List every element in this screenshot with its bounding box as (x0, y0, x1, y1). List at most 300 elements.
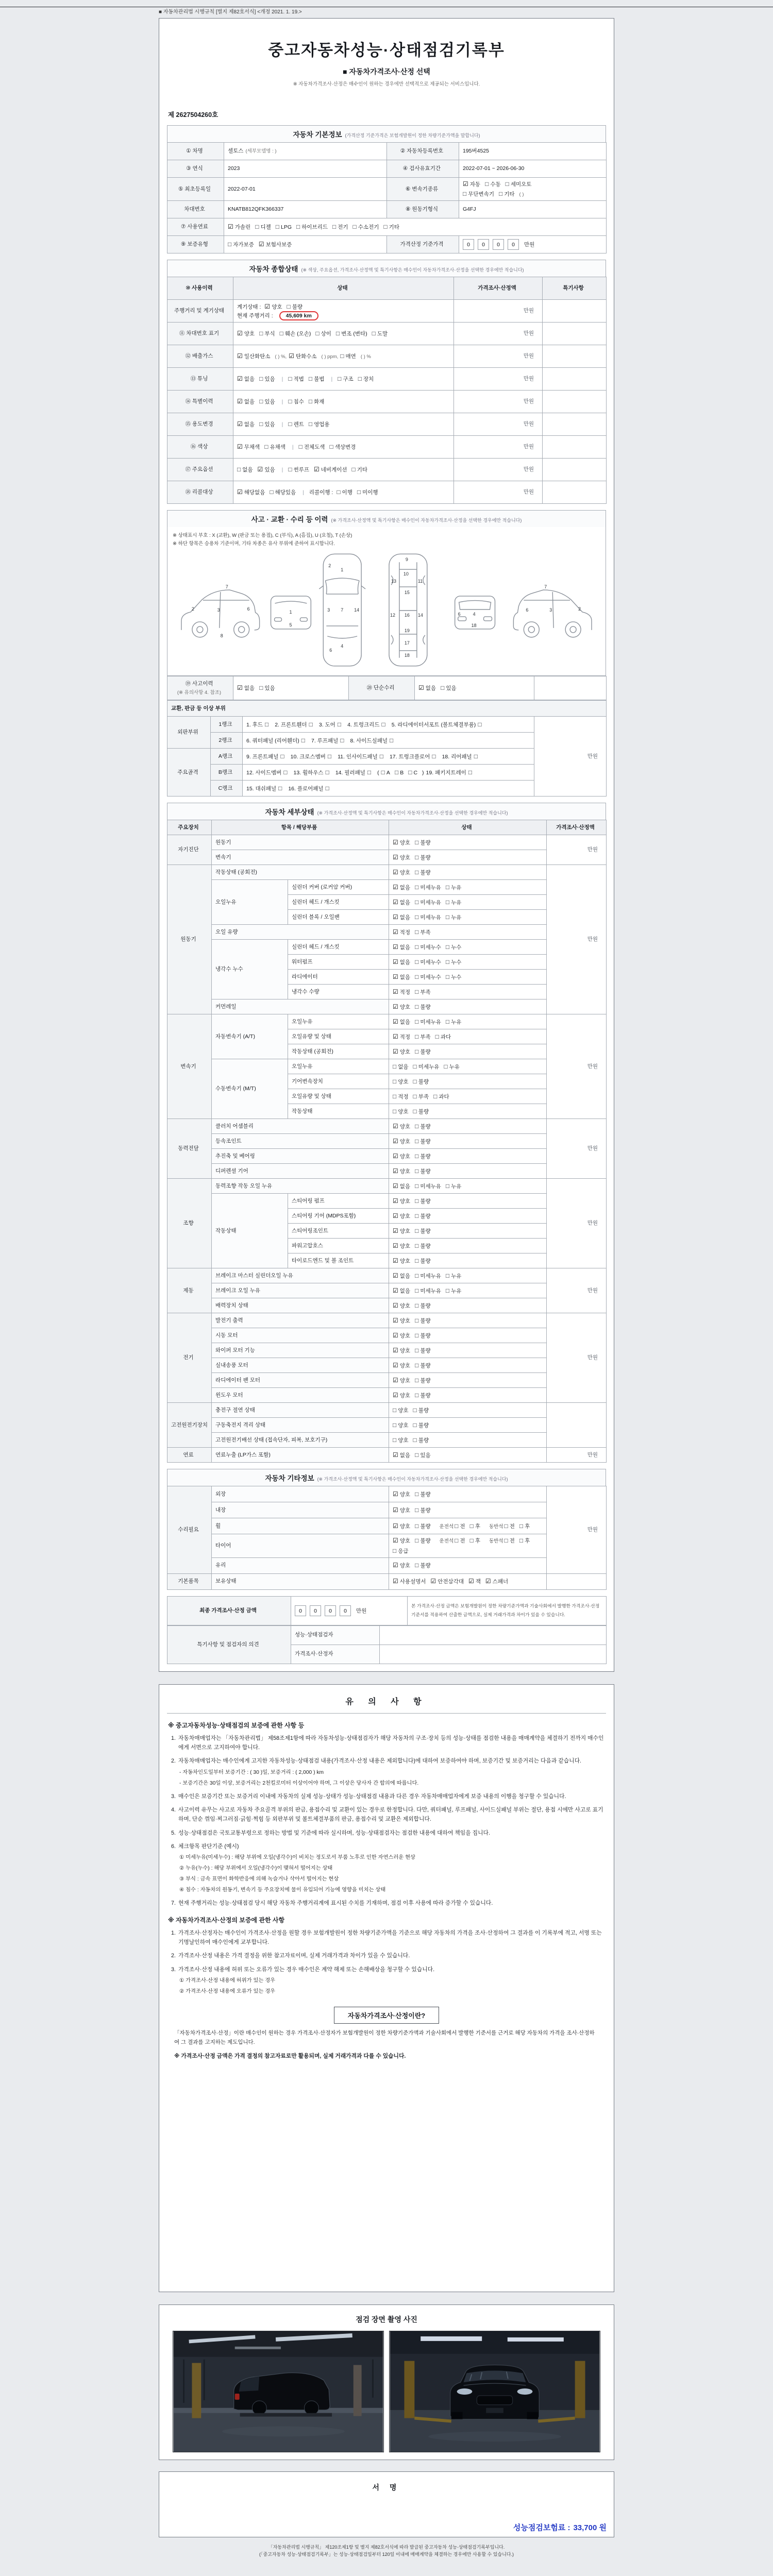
section-title: 사고 · 교환 · 수리 등 이력 (251, 516, 328, 524)
checkbox-unchecked (393, 1437, 409, 1444)
checkbox-icon: □ (340, 736, 344, 744)
checkbox-checked (393, 840, 410, 846)
checkbox-unchecked (296, 224, 328, 230)
table-row (167, 865, 607, 880)
checkbox-icon: □ (415, 1361, 419, 1369)
checkbox-icon: □ (264, 443, 268, 451)
svg-text:14: 14 (354, 607, 360, 613)
checkbox-unchecked (315, 331, 331, 337)
checkbox-unchecked (413, 1064, 440, 1070)
text: 냉각수 수량 (292, 988, 320, 995)
checkbox-unchecked (455, 1523, 465, 1530)
checkbox-icon: □ (441, 684, 445, 692)
text: 동력전달 (178, 1145, 199, 1152)
checkbox-unchecked (415, 1004, 431, 1010)
checkbox-label: 미이행 (362, 489, 378, 496)
checkbox-icon: □ (309, 720, 313, 728)
checkbox-unchecked (415, 929, 431, 936)
checkbox-unchecked (413, 1422, 429, 1429)
checkbox-checked (393, 1124, 410, 1130)
table-row (167, 1433, 607, 1448)
checkbox-label: 양호 (399, 1004, 411, 1010)
checkbox-icon: □ (415, 1346, 419, 1354)
checkbox-icon: □ (280, 752, 284, 760)
notice-item-number: 3. (171, 1966, 176, 1973)
table-cell (389, 895, 547, 910)
text: 와이퍼 모터 기능 (215, 1347, 255, 1353)
checkbox-checked (468, 1579, 481, 1585)
checkbox-icon: ☑ (393, 1003, 398, 1010)
text: ⑱ 리콜대상 (185, 489, 213, 496)
table-cell (233, 345, 454, 368)
checkbox-label: 적법 (293, 376, 304, 383)
photo-row (167, 2331, 606, 2452)
checkbox-unchecked (415, 1049, 431, 1055)
checkbox-icon: ☑ (393, 1018, 398, 1025)
notice-subitem: ③ 부식 : 금속 표면이 화학반응에 의해 녹슬거나 삭아서 떨어지는 현상 (179, 1876, 339, 1883)
checkbox-icon: □ (287, 302, 291, 310)
text: 195버4525 (463, 148, 490, 155)
table-cell (167, 323, 233, 345)
checkbox-label: 불량 (420, 1153, 431, 1160)
car-diagram (173, 549, 600, 671)
checkbox-icon: □ (393, 1421, 397, 1429)
checkbox-icon: □ (415, 883, 419, 891)
checkbox-label: 불량 (420, 1377, 431, 1384)
table-cell (288, 1194, 389, 1209)
table-row (167, 1518, 607, 1534)
text: 0 (508, 239, 519, 250)
text: 만원 (523, 421, 534, 428)
text: 계기상태 : (237, 303, 261, 310)
notice-item (168, 1734, 605, 1753)
section-basic (167, 125, 606, 253)
checkbox-label: 기타 (389, 224, 399, 231)
table-row (167, 1448, 607, 1463)
section-title: 자동차 기본정보 (293, 131, 342, 139)
text: 만원 (523, 489, 534, 496)
table-cell (389, 955, 547, 970)
checkbox-unchecked (506, 181, 532, 188)
checkbox-checked (393, 1348, 410, 1354)
checkbox-icon: ☑ (393, 1167, 398, 1175)
checkbox-unchecked (415, 1228, 431, 1234)
text: 특기사항 및 점검자의 의견 (197, 1641, 259, 1648)
text: 발전기 출력 (215, 1317, 243, 1324)
checkbox-unchecked (288, 376, 304, 382)
checkbox-unchecked (372, 331, 388, 337)
table-cell (233, 368, 454, 391)
table-row (167, 1164, 607, 1179)
table-cell (454, 345, 543, 368)
checkbox-unchecked (415, 944, 441, 951)
notice-item (168, 1756, 605, 1766)
table-cell (389, 865, 547, 880)
checkbox-icon: □ (413, 1107, 417, 1115)
checkbox-label: 상이 (321, 331, 331, 337)
checkbox-unchecked (255, 224, 271, 230)
detail-table-holder (167, 820, 606, 1463)
checkbox-unchecked (395, 770, 404, 776)
checkbox-icon: □ (415, 853, 419, 861)
table-cell (389, 1179, 547, 1194)
checkbox-icon: □ (270, 488, 274, 496)
inspection-photo-front (389, 2331, 600, 2452)
table-row (167, 940, 607, 955)
checkbox-icon: □ (288, 398, 292, 405)
checkbox-label: 불량 (420, 854, 431, 861)
text: 상태 (461, 824, 472, 831)
checkbox-icon: ☑ (393, 1227, 398, 1234)
checkbox-unchecked (433, 1094, 449, 1100)
checkbox-checked (237, 444, 260, 450)
text: 변속기 (215, 854, 231, 860)
checkbox-label: 누수 (451, 974, 462, 980)
checkbox-icon: ☑ (463, 180, 468, 188)
checkbox-label: 불량 (420, 1317, 431, 1324)
svg-text:2: 2 (328, 563, 331, 569)
state-code-legend: ※ 상태표시 부호 : X (교환), W (판금 또는 용접), C (부식), A (흠집), U (요철), T (손상) (173, 533, 352, 539)
checkbox-label: 미세누유 (418, 1063, 440, 1070)
checkbox-icon: ☑ (393, 1376, 398, 1384)
checkbox-checked (393, 944, 410, 951)
checkbox-checked (393, 885, 410, 891)
checkbox-unchecked (264, 444, 285, 450)
text: 오일누유 (292, 1018, 313, 1025)
checkbox-icon: □ (445, 898, 450, 906)
notice-item-text: 가격조사·산정 내용은 가격 결정을 위한 참고자료이며, 실제 거래가격과 차이가 있을 수 있습니다. (178, 1953, 410, 1959)
text: ⑭ 특별이력 (185, 398, 213, 405)
checkbox-unchecked (441, 685, 457, 691)
text: ( (377, 769, 379, 776)
text: 만원 (587, 1527, 598, 1533)
svg-text:6: 6 (329, 648, 332, 653)
section-header-etc (167, 1469, 606, 1486)
checkbox-unchecked (380, 754, 385, 760)
section-title: 자동차 종합상태 (249, 265, 298, 274)
checkbox-unchecked (328, 754, 333, 760)
text: 2023 (228, 165, 240, 172)
table-cell (380, 1645, 607, 1664)
checkbox-checked (393, 1168, 410, 1175)
checkbox-label: 있음 (264, 421, 275, 428)
checkbox-unchecked (393, 1422, 409, 1429)
checkbox-unchecked (393, 1094, 409, 1100)
checkbox-label: 적정 (399, 1033, 411, 1040)
table-cell (454, 481, 543, 504)
checkbox-unchecked (415, 959, 441, 965)
checkbox-label: 부족 (418, 1093, 429, 1100)
checkbox-label: 색상변경 (334, 444, 356, 451)
table-row (167, 201, 607, 218)
checkbox-unchecked (340, 738, 345, 744)
text: 운전석 (439, 1523, 454, 1530)
svg-text:5: 5 (289, 622, 292, 628)
text: 만원 (587, 1354, 598, 1361)
table-cell (212, 925, 389, 940)
svg-text:11: 11 (417, 579, 423, 584)
checkbox-label: 안전삼각대 (438, 1579, 464, 1585)
text: 7. 루프패널 (311, 737, 339, 744)
table-cell (243, 781, 534, 796)
checkbox-icon: □ (288, 375, 292, 383)
checkbox-label: 양호 (399, 869, 411, 876)
checkbox-label: 양호 (399, 1168, 411, 1175)
checkbox-unchecked (499, 191, 515, 197)
remarks-holder (167, 1625, 606, 1664)
checkbox-checked (393, 1243, 410, 1249)
checkbox-unchecked (357, 489, 378, 496)
checkbox-icon: ☑ (393, 1272, 398, 1279)
table-row (167, 1373, 607, 1388)
checkbox-unchecked (415, 1213, 431, 1219)
notice-item-text: 자동차매매업자는 「자동차관리법」 제58조제1항에 따라 자동차성능·상태점검자가 해당 자동차의 구조·장치 등의 성능·상태를 점검한 내용을 매매계약을 체결하기 전까지 매수인에게 서면으로 고지하여야 합니다. (178, 1735, 604, 1751)
table-cell (288, 940, 389, 955)
table-cell (387, 236, 459, 253)
checkbox-label: 불량 (420, 1048, 431, 1055)
checkbox-label: 양호 (399, 1332, 411, 1339)
insurance-fee (513, 2522, 607, 2533)
text: 0 (340, 1605, 351, 1616)
table-row (167, 820, 607, 835)
text: 전기 (183, 1354, 194, 1361)
table-row (167, 1625, 607, 1645)
checkbox-unchecked (408, 770, 417, 776)
checkbox-unchecked (383, 224, 399, 230)
notice-item (168, 1805, 605, 1824)
table-cell (212, 940, 288, 999)
table-cell (167, 436, 233, 459)
checkbox-icon: □ (259, 330, 263, 337)
checkbox-label: 양호 (399, 1317, 411, 1324)
table-cell (211, 717, 243, 733)
checkbox-checked (393, 929, 410, 936)
table-cell (389, 1328, 547, 1343)
table-cell (389, 1283, 547, 1298)
svg-text:10: 10 (403, 571, 409, 577)
signature-title: 서 명 (372, 2483, 401, 2492)
table-cell (389, 1343, 547, 1358)
checkbox-icon: □ (415, 1376, 419, 1384)
checkbox-unchecked (415, 1507, 431, 1514)
table-cell (459, 178, 607, 201)
table-row (167, 143, 607, 160)
text: 충전구 절연 상태 (215, 1406, 255, 1413)
text: 시동 모터 (215, 1332, 238, 1338)
checkbox-icon: □ (445, 943, 450, 951)
text: 자기진단 (178, 846, 199, 853)
text: A랭크 (218, 753, 233, 759)
checkbox-label: 양호 (399, 1563, 411, 1569)
checkbox-icon: □ (498, 190, 503, 198)
checkbox-checked (393, 1492, 410, 1498)
checkbox-unchecked (415, 1124, 431, 1130)
checkbox-icon: □ (415, 958, 419, 965)
checkbox-checked (289, 353, 316, 360)
checkbox-icon: □ (408, 768, 412, 776)
table-cell (288, 1239, 389, 1253)
final-price-holder (167, 1596, 606, 1625)
checkbox-label: 이행 (342, 489, 352, 496)
checkbox-label: 매연 (345, 353, 356, 360)
checkbox-unchecked (259, 376, 275, 382)
text: 내장 (215, 1506, 226, 1513)
section-note: (※ 가격조사·산정액 및 특기사항은 매수인이 자동차가격조사·산정을 선택한 경우에만 적습니다) (317, 810, 508, 816)
table-cell (212, 1534, 389, 1557)
text: 만원 (523, 466, 534, 473)
table-cell (212, 1149, 389, 1164)
checkbox-checked (264, 304, 282, 310)
checkbox-label: 불량 (420, 1004, 431, 1010)
table-row (167, 323, 607, 345)
table-row (167, 218, 607, 236)
insurance-fee-amount: 33,700 원 (573, 2523, 607, 2532)
checkbox-unchecked (455, 1538, 465, 1544)
text: 5. 라디에이터서포트 (볼트체결부품) (391, 721, 476, 728)
checkbox-label: 적정 (398, 1093, 409, 1100)
table-cell (212, 1268, 389, 1283)
table-cell (387, 160, 459, 178)
checkbox-unchecked (505, 1538, 515, 1544)
table-cell (167, 1014, 212, 1119)
checkbox-label: 없음 (399, 884, 411, 891)
checkbox-label: 무채색 (244, 444, 260, 451)
checkbox-icon: □ (278, 784, 282, 792)
checkbox-label: 가솔린 (234, 224, 251, 231)
text: 만원 (587, 1063, 598, 1070)
table-cell (167, 277, 233, 300)
checkbox-unchecked (413, 1437, 429, 1444)
state-code-legend2: ※ 하단 항목은 승용차 기준이며, 기타 차종은 유사 부위에 준하여 표시합니다. (173, 541, 335, 547)
checkbox-icon: □ (485, 180, 489, 188)
car-diagram-box (167, 527, 606, 676)
checkbox-label: 양호 (272, 303, 282, 310)
footer-notes (0, 2544, 773, 2558)
table-row (167, 1313, 607, 1328)
checkbox-icon: □ (393, 1062, 397, 1070)
photo-section-title: 점검 장면 촬영 사진 (356, 2315, 417, 2324)
checkbox-unchecked (415, 1303, 431, 1309)
checkbox-label: 누수 (451, 944, 462, 951)
checkbox-icon: □ (415, 1316, 419, 1324)
text: 작동상태 (공회전) (292, 1048, 333, 1055)
notice-item-text: 자동차매매업자는 매수인에게 고지한 자동차성능·상태점검 내용(가격조사·산정 내용은 제외합니다)에 대하여 보증하여야 하며, 보증기간 및 보증거리는 다음과 같습니다. (178, 1758, 582, 1765)
table-cell (543, 481, 607, 504)
checkbox-unchecked (415, 840, 431, 846)
checkbox-unchecked (413, 1408, 429, 1414)
checkbox-checked (259, 242, 292, 248)
table-cell (389, 1253, 547, 1268)
text: 2022-07-01 ~ 2026-06-30 (463, 165, 525, 172)
checkbox-unchecked (415, 1393, 431, 1399)
checkbox-unchecked (283, 770, 289, 776)
text: 4. 트렁크리드 (347, 721, 380, 728)
text: 동반석 (489, 1538, 503, 1545)
table-cell (212, 1134, 389, 1149)
checkbox-icon: ☑ (237, 420, 243, 428)
text: 클러치 어셈블리 (215, 1123, 254, 1129)
table-cell (389, 1403, 547, 1418)
text: 만원 (523, 330, 534, 337)
table-cell (212, 1418, 389, 1433)
text: ⑳ 단순수리 (366, 685, 395, 691)
table-row (167, 368, 607, 391)
table-cell (291, 1596, 408, 1625)
table-cell (547, 865, 607, 1014)
checkbox-label: 영업용 (314, 421, 330, 428)
text: ) (422, 769, 424, 776)
checkbox-unchecked (415, 1243, 431, 1249)
checkbox-label: 자가보증 (233, 242, 254, 248)
notice-subitem: ① 가격조사·산정 내용에 허위가 있는 경우 (179, 1978, 276, 1984)
table-row (167, 835, 607, 850)
checkbox-unchecked (228, 242, 254, 248)
text: 만원 (523, 308, 534, 314)
form-reference: ■ 자동차관리법 시행규칙 [별지 제82호서식] <개정 2021. 1. 19.> (159, 9, 302, 15)
footer-line-2: (「중고자동차 성능·상태점검기록부」는 성능·상태점검일부터 120일 이내에 매매계약을 체결하는 경우에만 사용할 수 있습니다.) (259, 2552, 514, 2557)
table-cell (454, 323, 543, 345)
table-cell (288, 910, 389, 925)
text: 제동 (183, 1287, 194, 1294)
checkbox-label: 양호 (399, 1153, 411, 1160)
checkbox-unchecked (309, 376, 325, 382)
notice-item-number: 1. (171, 1735, 176, 1741)
table-cell (167, 300, 233, 323)
table-cell (211, 781, 243, 796)
checkbox-icon: ☑ (430, 1578, 436, 1585)
checkbox-label: 양호 (398, 1422, 409, 1429)
text: 실린더 블록 / 오일팬 (292, 913, 340, 920)
checkbox-icon: ☑ (237, 330, 243, 337)
checkbox-unchecked (259, 331, 275, 337)
table-row (167, 1557, 607, 1573)
checkbox-unchecked (415, 914, 441, 921)
checkbox-checked (393, 1004, 410, 1010)
checkbox-label: 과다 (439, 1093, 449, 1100)
section-note: (※ 가격조사·산정액 및 특기사항은 매수인이 자동차가격조사·산정을 선택한 경우에만 적습니다) (331, 518, 522, 523)
text: 보유상태 (215, 1578, 237, 1585)
checkbox-checked (237, 353, 270, 360)
text: 배력장치 상태 (215, 1302, 248, 1309)
checkbox-icon: ☑ (393, 1122, 398, 1130)
checkbox-label: 세미오토 (510, 181, 532, 188)
checkbox-icon: □ (393, 1406, 397, 1414)
checkbox-unchecked (415, 855, 431, 861)
checkbox-icon: ☑ (393, 1331, 398, 1339)
checkbox-checked (431, 1579, 464, 1585)
checkbox-unchecked (415, 989, 431, 995)
checkbox-label: 불량 (420, 1123, 431, 1130)
table-cell (389, 999, 547, 1014)
text: 3. 도어 (318, 721, 335, 728)
checkbox-unchecked (381, 722, 386, 728)
checkbox-unchecked (468, 770, 474, 776)
checkbox-icon: □ (372, 330, 376, 337)
checkbox-unchecked (446, 914, 462, 921)
checkbox-icon: ☑ (393, 1346, 398, 1354)
svg-text:7: 7 (225, 584, 228, 590)
checkbox-icon: □ (329, 443, 333, 451)
checkbox-icon: ☑ (393, 1562, 398, 1569)
checkbox-unchecked (415, 1333, 431, 1339)
checkbox-label: 있음 (264, 685, 275, 692)
checkbox-label: 양호 (399, 1123, 411, 1130)
text: 운전석 (439, 1538, 454, 1545)
checkbox-icon: ☑ (393, 1522, 398, 1530)
section-note: (※ 가격조사·산정액 및 특기사항은 매수인이 자동차가격조사·산정을 선택한 경우에만 적습니다) (317, 1477, 508, 1482)
text: 0 (478, 239, 489, 250)
document-number: 제 2627504260호 (168, 111, 219, 118)
